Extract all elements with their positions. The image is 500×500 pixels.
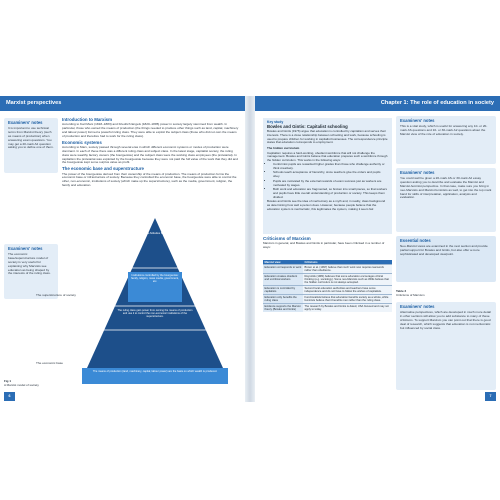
table-cell: Education corresponds to work — [263, 265, 303, 274]
superstructure-label: The superstructure of society — [36, 293, 76, 297]
notes-title: Essential notes — [400, 238, 431, 243]
notes-text: Neo-Marxist views are examined in the next section and provide partial support for Bowles and Gintis, but also offer a more sophisticated and developed viewpoint. — [400, 243, 488, 256]
tier-base-label: The means of production (land, machinery, capital, labour power) are the basis on which wealth is produced. — [92, 370, 218, 373]
notes-text: You could well be given a 20-mark AS or 30-mark A2 essay question asking you to describe and evaluate the Marxist and Marxist-feminist perspective. In that case, make sure you bring in neo-Marxists and Marxist feminists as well, to get into the top mark band for skills of interpretation, application, analysis and evaluation. — [400, 175, 492, 200]
notes-text: Alternative perspectives, which are developed in much more detail in other sections will allow you to add substance to many of these criticisms. To support Marxism you can point out that there is good deal of research, which suggests that education is not meritocratic but influenced by social class. — [400, 309, 491, 330]
criticisms-intro: Marxism in general, and Bowles and Gintis in particular, have been criticised in a number of ways: — [263, 241, 385, 250]
examiners-notes-box — [4, 244, 58, 299]
table-cell: Second local education authorities and teachers have some independence and do not have to follow the wishes of capitalists. — [303, 286, 392, 295]
table-title: Criticisms of Marxism — [396, 292, 425, 297]
table-cell: The research by Bowles and Gintis is dated, USA focused and may not apply to today. — [303, 303, 392, 311]
criticisms-heading: Criticisms of Marxism — [263, 236, 311, 241]
marxist-pyramid-diagram — [80, 216, 230, 386]
page-number-right: 7 — [485, 392, 496, 401]
notes-title: Examiners' notes — [400, 170, 435, 175]
examiners-notes-box — [396, 168, 496, 232]
section-heading: Introduction to Marxism — [62, 117, 113, 122]
examiners-notes-box — [396, 302, 496, 390]
paragraph: The power of the bourgeoisie derived from their ownership of the means of production. The means of production forms the economic base or infrastructure of society. Because they controlled the economic base, the bourgeoisie were able to control the other, non-economic, institutions of society (which make up the superstructure), such as the media, government, religion, the family and education. — [62, 171, 237, 188]
page-number-left: 6 — [4, 392, 15, 401]
bottom-whitespace — [0, 402, 500, 500]
notes-title: Examiners' notes — [8, 246, 43, 251]
key-study-bullets — [267, 163, 388, 200]
left-running-header: Marxist perspectives — [0, 96, 245, 111]
table-cell: Reynolds (1984) believes that some education encourages critical thinking (e.g. sociology). Some neo-Marxists such as Willis believe that the hidden curriculum is not always accepted. — [303, 274, 392, 286]
left-main-text — [62, 116, 240, 190]
key-study-tag: Key study — [267, 120, 284, 124]
table-cell: Education creates obedient and uncritical workers — [263, 274, 303, 286]
top-whitespace — [0, 0, 500, 96]
table-cell: Education is controlled by capitalists — [263, 286, 303, 295]
table-number: Table 2 — [396, 289, 407, 293]
table-cell: Education only benefits the ruling class — [263, 295, 303, 304]
examiners-notes-box — [396, 116, 496, 164]
examiners-notes-box — [4, 118, 58, 173]
book-gutter — [245, 96, 255, 402]
bullet-item: • Conformist pupils are rewarded higher grades than those who challenge authority or think creatively. — [273, 163, 388, 171]
spread — [0, 96, 500, 402]
notes-title: Examiners' notes — [400, 304, 435, 309]
bullet-item: • Both work and education are fragmented, so broken into small pieces, so that workers and pupils have little overall understanding of production or society. This keeps them divided. — [273, 188, 388, 199]
table-row — [263, 303, 392, 311]
table-row — [263, 286, 392, 295]
notes-title: Examiners' notes — [400, 118, 435, 123]
essential-notes-box — [396, 236, 496, 282]
key-study-subheading: The hidden curriculum — [267, 145, 300, 150]
key-study-closing: Bowles and Gintis see the idea of meritocracy as a myth and, in reality, class background as determining how well a person does. However, because people believe that the education system is meritocratic, this legitimates the system, making it seem fair. — [267, 199, 386, 211]
bullet-item: • Schools teach acceptance of hierarchy, since teachers give the orders and pupils obey. — [273, 171, 388, 179]
key-study-subtext: Capitalism requires a hard-working, obedient workforce that will not challenge the management. Bowles and Gintis believe that education prepares such a workforce through the hidden curriculum. This works in the following ways: — [267, 150, 388, 163]
table-header-cell: Criticisms — [303, 260, 392, 265]
table-header-cell: Marxist view — [263, 260, 303, 265]
key-study-intro: Bowles and Gintis (1976) argue that education is controlled by capitalism and serves their interests. There is a close relationship between schooling and work, because schooling is used to prepare children for working in capitalist businesses. The correspondence principle states that education corresponds to employment. — [267, 129, 388, 145]
figure-caption — [4, 380, 39, 388]
tier-institutions-label: Institutions controlled by the bourgeoisie: family, religion, mass media, government, etc. — [131, 274, 179, 284]
section-heading: The economic base and superstructure — [62, 166, 144, 172]
right-running-header: Chapter 1: The role of education in society — [255, 96, 500, 111]
notes-title: Examiners' notes — [8, 120, 43, 125]
key-study-box — [263, 118, 392, 234]
table-row — [263, 274, 392, 286]
table-cell: Evidence supports the Marxist theory (Bowles and Gintis) — [263, 303, 303, 311]
notes-text: This is a vital study, which is useful for answering any 10- or 20-mark AS questions and 10- or 30-mark A2 questions about the Marxist view of the role of education in society. — [400, 123, 488, 136]
table-caption — [396, 290, 425, 298]
figure-number: Fig 1 — [4, 379, 12, 383]
notes-text: The economic base/superstructure model of society is very useful for explaining why Marxists see education as being shaped by the interests of the ruling class. — [8, 251, 51, 276]
table-cell: Functionalists believe that education benefits society as a whole, while feminists believe that it benefits men rather than the ruling class. — [303, 295, 392, 304]
paragraph: According to Marx, society passed through several eras in which different economic systems or modes of production were dominant. In each of these there was a different ruling class and subject class. In the latest stage, capitalist society, the ruling class were wealthy factory owners (the bourgeoisie) and the subject class were the working class employees (the proletariat). In capitalism the proletariat was exploited by the bourgeoisie because they were not paid the full value of the work that they did and the bourgeoisie kept some surplus value as profit. — [62, 145, 238, 165]
figure-title: A Marxist model of society — [4, 382, 39, 387]
table-row — [263, 295, 392, 304]
section-heading: Economic systems — [62, 139, 102, 145]
bullet-item: • Pupils are motivated by the external rewards of exam success just as workers are motivated by wages. — [273, 180, 388, 188]
economic-base-label: The economic base — [36, 361, 63, 365]
notes-text: It is important to use technical terms from Marxist theory (such as means of production) when answering exam questions. You may get a 20-mark A2 question asking you to define one of them. — [8, 125, 54, 150]
table-cell: Brown et al. (1997) believe that much work now requires teamwork rather than obedience. — [303, 265, 392, 274]
tier-ruling-class-label: The ruling class gain power from owning the means of production and use it to control the non-economic institutions of the superstructure. — [117, 309, 193, 319]
table-row — [263, 265, 392, 274]
paragraph: According to Karl Marx (1818–1883) and Friedrich Engels (1820–1895) power in society largely stemmed from wealth. In particular, those who owned the means of production (the things needed to produce other things such as land, capital, machinery and labour power) formed a powerful ruling class. They were able to exploit the subject class (those who did not own the means of production and therefore had to work for the ruling class). — [62, 122, 239, 138]
criticisms-table — [263, 260, 392, 312]
criticisms-section — [263, 237, 392, 250]
tier-values-label: Values Attitudes Beliefs — [141, 232, 169, 235]
key-study-title: Bowles and Gintis: Capitalist schooling — [267, 123, 348, 129]
